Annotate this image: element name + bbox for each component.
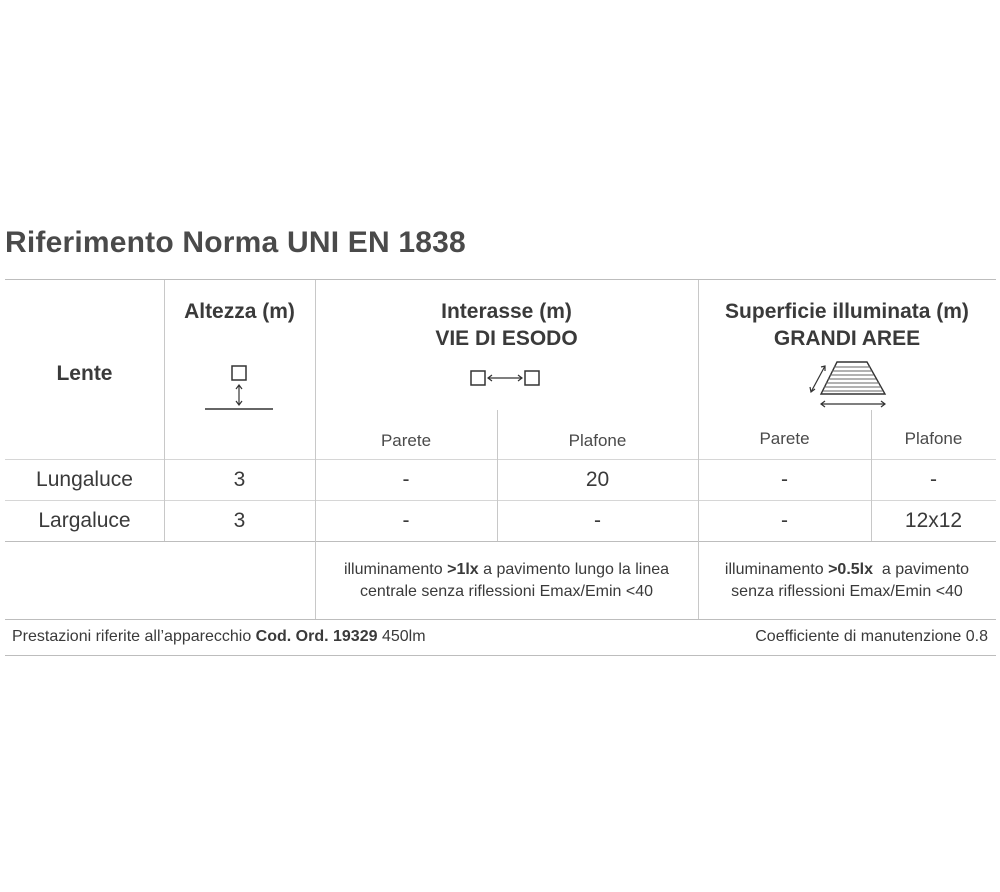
subheader-interasse-plafone: Plafone — [568, 431, 627, 450]
divider-bottom — [5, 655, 996, 656]
cell-superficie-plafone: 12x12 — [904, 509, 963, 532]
height-diagram-icon — [200, 362, 280, 414]
spacing-diagram-icon — [466, 366, 546, 390]
cell-altezza: 3 — [233, 468, 246, 491]
note-superficie-line2: senza riflessioni Emax/Emin <40 — [731, 583, 963, 600]
subheader-superficie-plafone: Plafone — [904, 429, 963, 448]
divider-top — [5, 279, 996, 280]
cell-altezza: 3 — [233, 509, 246, 532]
header-interasse-title: Interasse (m) — [441, 300, 572, 323]
cell-interasse-parete: - — [402, 509, 410, 532]
subheader-interasse-parete: Parete — [380, 431, 432, 450]
header-superficie-subtitle: GRANDI AREE — [773, 327, 921, 350]
area-diagram-icon — [805, 356, 895, 412]
header-superficie — [698, 296, 996, 354]
note-superficie-line1: illuminamento >0.5lx a pavimento — [724, 561, 970, 578]
divider-notes — [5, 619, 996, 620]
note-interasse — [315, 558, 698, 604]
footer-maintenance-coefficient: Coefficiente di manutenzione 0.8 — [755, 628, 988, 645]
cell-lente: Lungaluce — [36, 468, 133, 491]
footer-performance-note: Prestazioni riferite all’apparecchio Cod. Ord. 19329 450lm — [12, 628, 426, 645]
cell-superficie-parete: - — [781, 509, 788, 532]
cell-interasse-plafone: 20 — [585, 468, 610, 491]
cell-superficie-parete: - — [781, 468, 788, 491]
note-interasse-line1: illuminamento >1lx a pavimento lungo la linea — [343, 561, 670, 578]
note-superficie — [698, 558, 996, 604]
divider-table-end — [5, 541, 996, 542]
cell-lente: Largaluce — [38, 509, 131, 532]
subheader-superficie-parete: Parete — [759, 429, 810, 448]
header-altezza: Altezza (m) — [184, 299, 295, 323]
header-interasse — [315, 296, 698, 354]
header-interasse-subtitle: VIE DI ESODO — [435, 327, 578, 350]
cell-interasse-plafone: - — [594, 509, 601, 532]
note-interasse-line2: centrale senza riflessioni Emax/Emin <40 — [359, 583, 654, 600]
header-lente: Lente — [56, 361, 113, 385]
page-title: Riferimento Norma UNI EN 1838 — [5, 226, 466, 259]
cell-superficie-plafone: - — [930, 468, 937, 491]
cell-interasse-parete: - — [402, 468, 410, 491]
header-superficie-title: Superficie illuminata (m) — [725, 300, 969, 323]
